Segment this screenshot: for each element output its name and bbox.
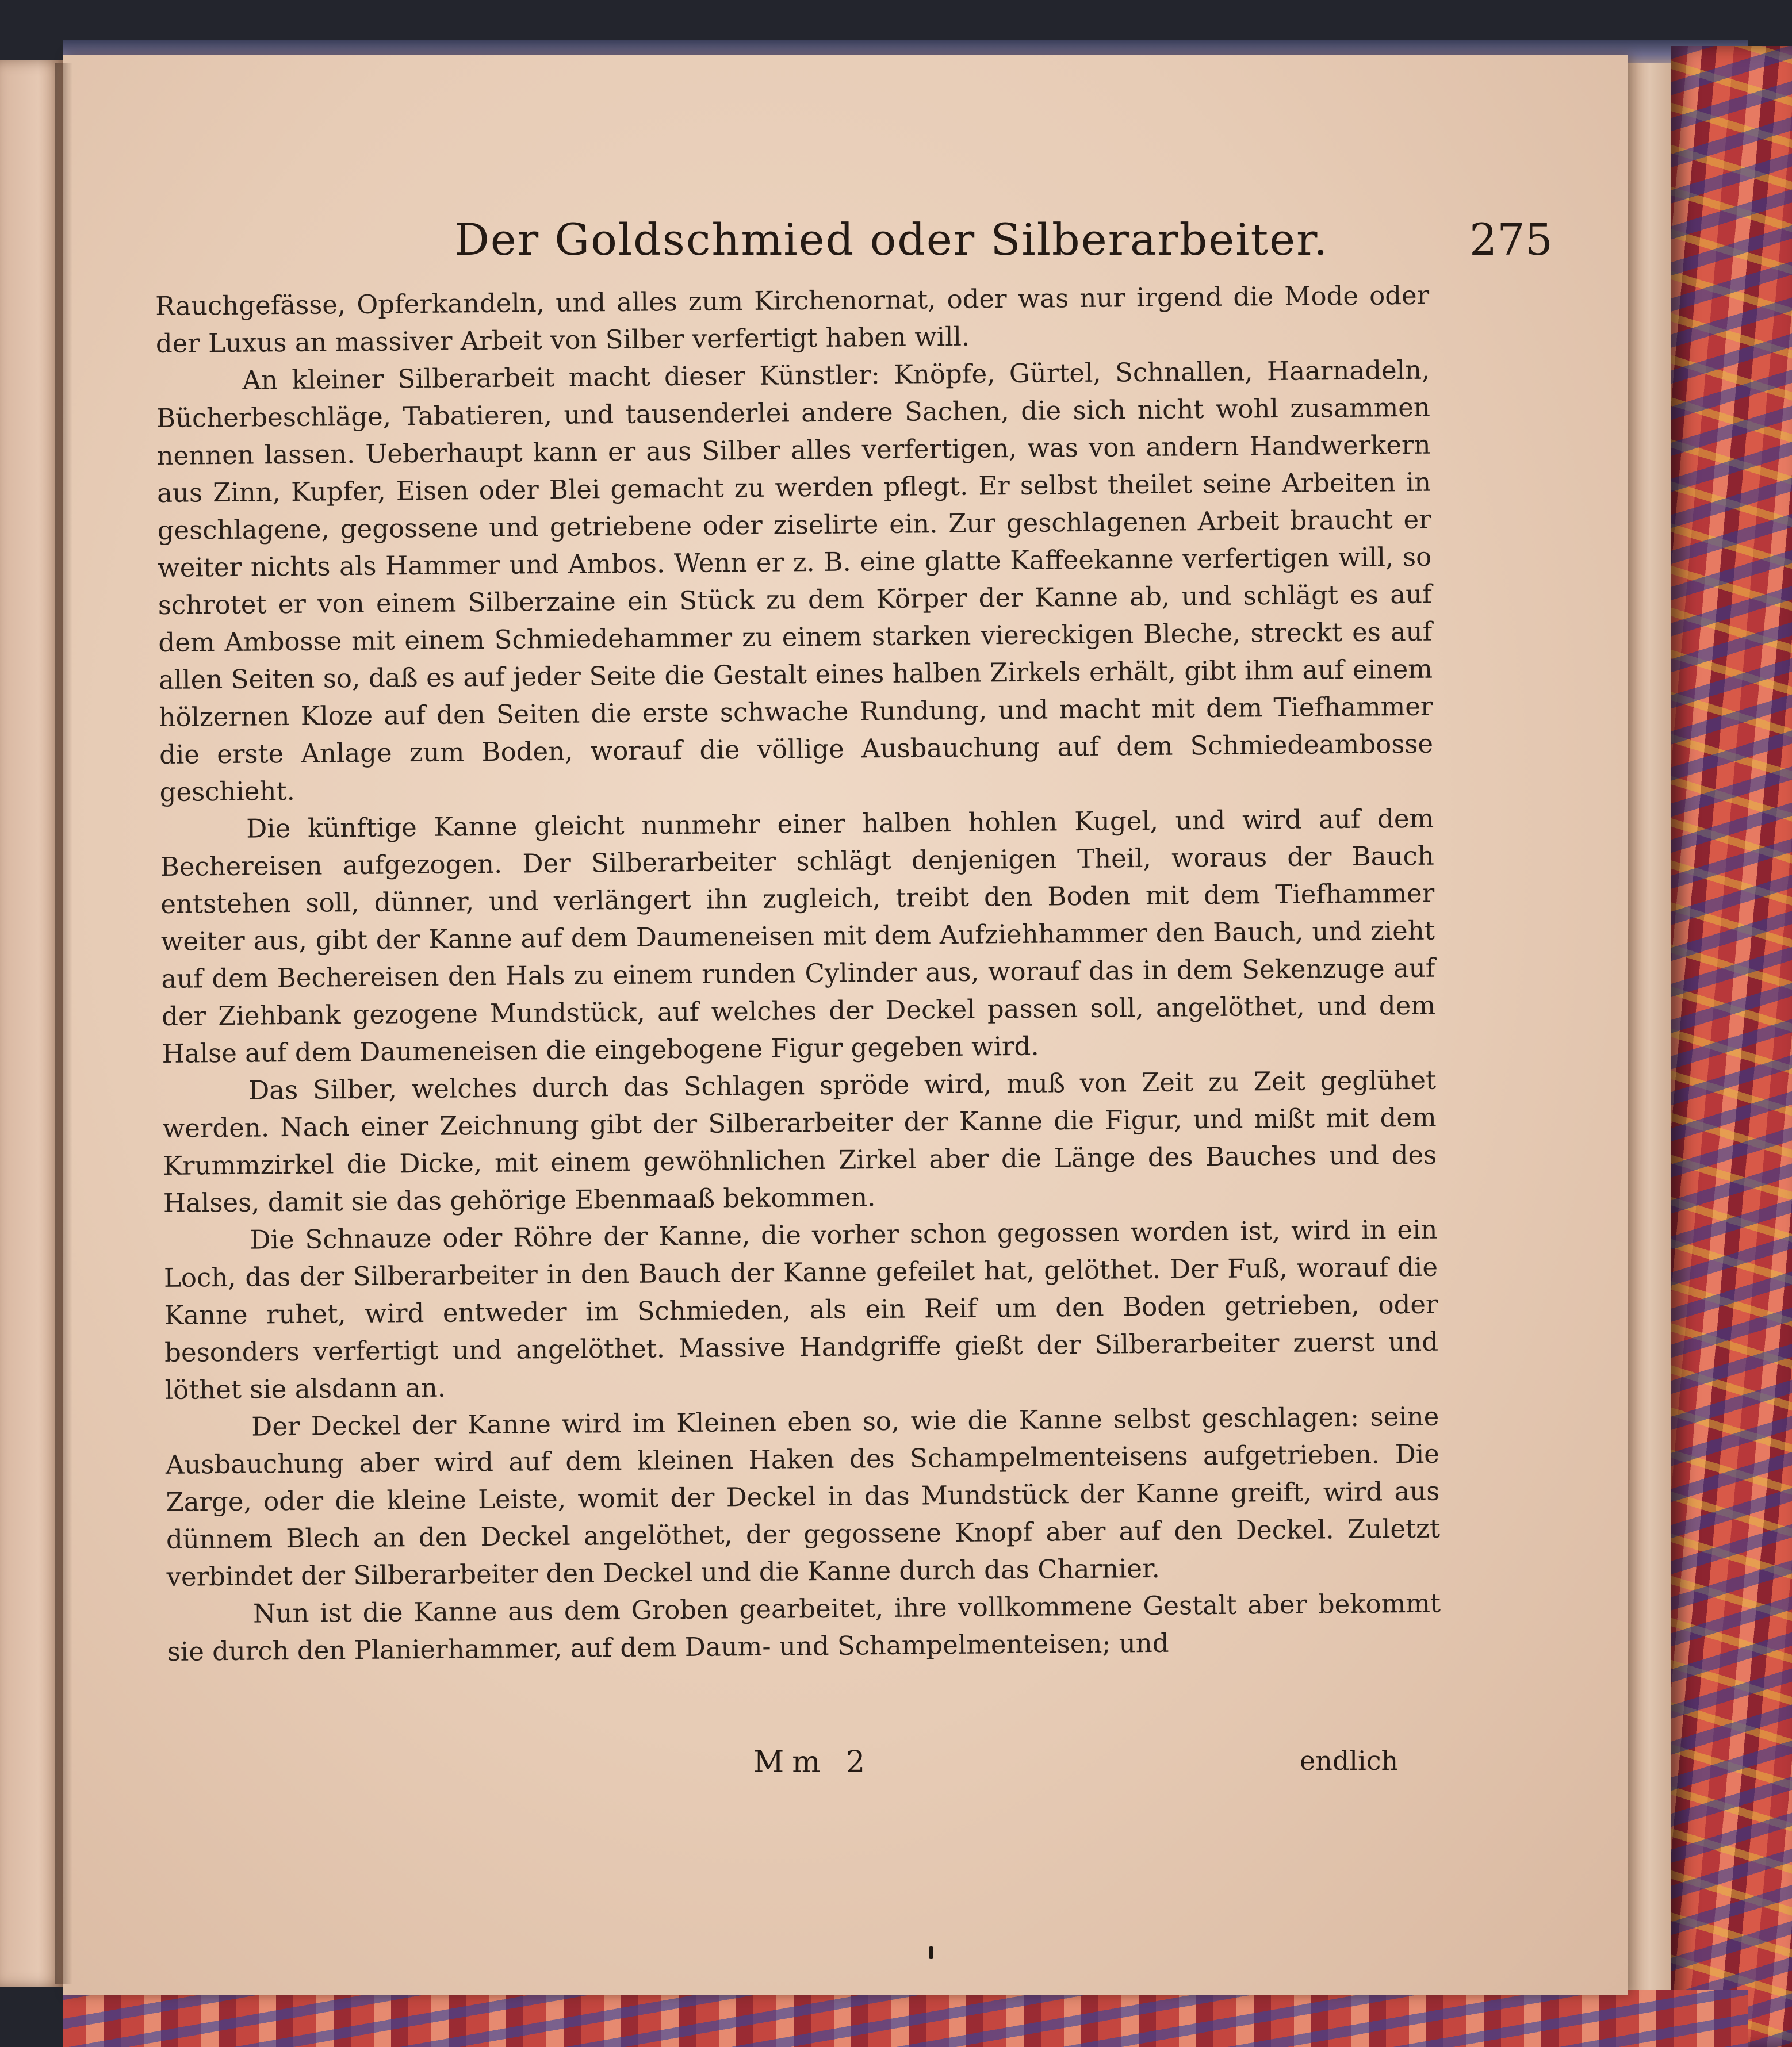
paragraph: Die Schnauze oder Röhre der Kanne, die vorher schon gegossen worden ist, wird in ein Loch, das der Silberarbeiter in den Bauch der Kanne gefeilet hat, gelöthet. Der Fuß, worauf die Kanne ruhet, wird entweder im Schmieden, als ein Reif um den Boden getrieben, oder besonders verfertigt und angelöthet. Massive Handgriffe gießt der Silberarbeiter zuerst und löthet sie alsdann an. [163,1214,1439,1405]
body-text [155,277,1442,1759]
gutter-shadow [55,63,72,1984]
marbled-cover-edge [1671,46,1792,2047]
ink-speck [929,1946,933,1959]
signature-mark: Mm 2 [753,1745,874,1780]
paragraph: Das Silber, welches durch das Schlagen spröde wird, muß von Zeit zu Zeit geglühet werden. Nach einer Zeichnung gibt der Silberarbeiter der Kanne die Figur, und mißt mit dem Krummzirkel die Dicke, mit einem gewöhnlichen Zirkel aber die Länge des Bauches und des Halses, damit sie das gehörige Ebenmaaß bekommen. [162,1064,1437,1218]
left-page-edge [0,60,63,1987]
page-number: 275 [1469,214,1553,265]
page-title: Der Goldschmied oder Silberarbeiter. [454,214,1329,265]
paragraph: Die künftige Kanne gleicht nunmehr einer halben hohlen Kugel, und wird auf dem Bechereisen aufgezogen. Der Silberarbeiter schlägt denjenigen Theil, woraus der Bauch entstehen soll, dünner, und verlängert ihn zugleich, treibt den Boden mit dem Tiefhammer weiter aus, gibt der Kanne auf dem Daumeneisen mit dem Aufziehhammer den Bauch, und zieht auf dem Bechereisen den Hals zu einem runden Cylinder aus, worauf das in dem Sekenzuge auf der Ziehbank gezogene Mundstück, auf welches der Deckel passen soll, angelöthet, und dem Halse auf dem Daumeneisen die eingebogene Figur gegeben wird. [160,803,1436,1069]
paragraph: Der Deckel der Kanne wird im Kleinen eben so, wie die Kanne selbst geschlagen: seine Ausbauchung aber wird auf dem kleinen Haken des Schampelmenteisens aufgetrieben. Die Zarge, oder die kleine Leiste, womit der Deckel in das Mundstück der Kanne greift, wird aus dünnem Blech an den Deckel angelöthet, der gegossene Knopf aber auf den Deckel. Zuletzt verbindet der Silberarbeiter den Deckel und die Kanne durch das Charnier. [165,1401,1441,1592]
paragraph: Nun ist die Kanne aus dem Groben gearbeitet, ihre vollkommene Gestalt aber bekommt sie durch den Planierhammer, auf dem Daum- und Schampelmenteisen; und [167,1588,1441,1667]
paragraph: An kleiner Silberarbeit macht dieser Künstler: Knöpfe, Gürtel, Schnallen, Haarnadeln, Bücherbeschläge, Tabatieren, und tausenderlei andere Sachen, die sich nicht wohl zusammen nennen lassen. Ueberhaupt kann er aus Silber alles verfertigen, was von andern Handwerkern aus Zinn, Kupfer, Eisen oder Blei gemacht zu werden pflegt. Er selbst theilet seine Arbeiten in geschlagene, gegossene und getriebene oder ziselirte ein. Zur geschlagenen Arbeit braucht er weiter nichts als Hammer und Ambos. Wenn er z. B. eine glatte Kaffeekanne verfertigen will, so schrotet er von einem Silberzaine ein Stück zu dem Körper der Kanne ab, und schlägt es auf dem Ambosse mit einem Schmiedehammer zu einem starken viereckigen Bleche, streckt es auf allen Seiten so, daß es auf jeder Seite die Gestalt eines halben Zirkels erhält, gibt ihm auf einem hölzernen Kloze auf den Seiten die erste schwache Rundung, und macht mit dem Tiefhammer die erste Anlage zum Boden, worauf die völlige Ausbauchung auf dem Schmiedeambosse geschieht. [156,354,1434,807]
marbled-bottom-edge [63,1989,1748,2047]
paragraph: Rauchgefässe, Opferkandeln, und alles zum Kirchenornat, oder was nur irgend die Mode oder der Luxus an massiver Arbeit von Silber verfertigt haben will. [155,279,1430,359]
catchword: endlich [1300,1745,1399,1776]
running-head [397,214,1553,277]
